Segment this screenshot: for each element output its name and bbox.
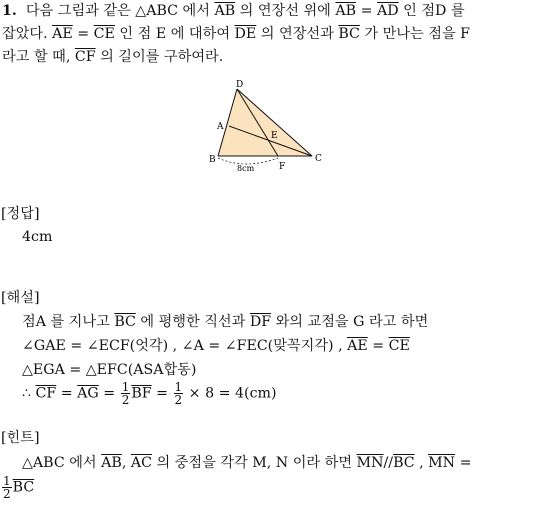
- hint-line-1: [22, 455, 472, 471]
- equals-sign: =: [455, 455, 472, 471]
- segment-label: $\overline{BF}$: [131, 385, 152, 402]
- hint-text: ,: [121, 455, 131, 471]
- parallel-sign: //: [383, 455, 394, 471]
- measure-label: 8cm: [237, 164, 255, 173]
- segment-label: $\overline{CE}$: [388, 338, 410, 354]
- problem-text: 의 연장선과: [256, 26, 339, 42]
- problem-text: 다음 그림과 같은 △ABC 에서: [25, 3, 215, 19]
- solution-text: 와의 교점을 G 라고 하면: [271, 314, 429, 330]
- solution-text: 점A 를 지나고: [22, 314, 115, 330]
- answer-value: 4cm: [22, 229, 53, 245]
- segment-label: $\overline{AE}$: [347, 338, 368, 354]
- equals-sign: =: [356, 3, 377, 19]
- segment-label: $\overline{DF}$: [249, 314, 272, 330]
- problem-text: 가 만나는 점을 F: [359, 26, 471, 42]
- segment-label: $\overline{AD}$: [377, 3, 399, 19]
- equals-sign: =: [151, 385, 173, 402]
- segment-label: $\overline{DE}$: [234, 26, 257, 42]
- problem-line-3: [2, 49, 223, 65]
- point-label-E: E: [271, 131, 278, 141]
- solution-line-4: [22, 381, 277, 406]
- triangle-fill: [218, 89, 312, 156]
- hint-text: △ABC 에서: [22, 455, 102, 471]
- hint-text: ,: [414, 455, 429, 471]
- fraction-numerator: 1: [121, 380, 130, 394]
- point-label-C: C: [315, 154, 322, 164]
- problem-text: 인 점 E 에 대하여: [114, 26, 235, 42]
- problem-number: 1.: [2, 3, 17, 19]
- triangle-figure: [205, 80, 325, 175]
- solution-text: ∠GAE = ∠ECF(엇각) , ∠A = ∠FEC(맞꼭지각) ,: [22, 338, 348, 354]
- fraction-half: [2, 475, 12, 500]
- problem-line-2: [2, 26, 470, 42]
- fraction-half: [174, 381, 184, 406]
- solution-text: 에 평행한 직선과: [135, 314, 250, 330]
- point-label-D: D: [236, 80, 244, 90]
- problem-text: 의 연장선 위에: [235, 3, 336, 19]
- equals-sign: =: [72, 26, 94, 42]
- solution-line-2: [22, 338, 410, 354]
- solution-line-3: △EGA = △EFC(ASA합동): [22, 362, 197, 378]
- solution-text: ∴: [22, 385, 36, 402]
- hint-line-2: [1, 475, 34, 500]
- problem-text: 라고 할 때,: [2, 49, 75, 65]
- fraction-numerator: 1: [3, 474, 11, 488]
- segment-label: $\overline{MN}$: [428, 455, 456, 471]
- solution-header: [해설]: [1, 290, 40, 306]
- problem-text: 의 길이를 구하여라.: [95, 49, 224, 65]
- equals-sign: =: [367, 338, 389, 354]
- segment-label: $\overline{CE}$: [93, 26, 115, 42]
- problem-text: 잡았다.: [2, 26, 53, 42]
- problem-line-1: [2, 3, 465, 19]
- fraction-denominator: 2: [121, 393, 130, 407]
- point-label-F: F: [279, 162, 286, 172]
- fraction-denominator: 2: [3, 487, 11, 501]
- fraction-denominator: 2: [174, 393, 183, 407]
- segment-label: $\overline{AC}$: [130, 455, 152, 471]
- segment-label: $\overline{AB}$: [214, 3, 236, 19]
- segment-label: $\overline{BC}$: [393, 455, 415, 471]
- point-label-A: A: [217, 122, 224, 132]
- equals-sign: =: [56, 385, 78, 402]
- segment-label: $\overline{AB}$: [101, 455, 122, 471]
- solution-line-1: [22, 314, 428, 330]
- problem-text: 인 점D 를: [398, 3, 465, 19]
- fraction-numerator: 1: [174, 380, 183, 394]
- hint-text: 의 중점을 각각 M, N 이라 하면: [151, 455, 357, 471]
- segment-label: $\overline{BC}$: [114, 314, 136, 330]
- equals-sign: =: [98, 385, 120, 402]
- point-label-B: B: [209, 155, 216, 165]
- segment-label: $\overline{BC}$: [338, 26, 360, 42]
- segment-label: $\overline{AE}$: [52, 26, 73, 42]
- segment-label: $\overline{BC}$: [12, 479, 35, 496]
- segment-label: $\overline{AB}$: [335, 3, 357, 19]
- answer-header: [정답]: [1, 206, 40, 222]
- hint-header: [힌트]: [1, 430, 40, 446]
- segment-label: $\overline{CF}$: [74, 49, 96, 65]
- fraction-half: [121, 381, 131, 406]
- segment-label: $\overline{CF}$: [35, 385, 57, 402]
- solution-text: × 8 = 4(cm): [184, 385, 277, 402]
- segment-label: $\overline{AG}$: [77, 385, 99, 402]
- segment-label: $\overline{MN}$: [356, 455, 384, 471]
